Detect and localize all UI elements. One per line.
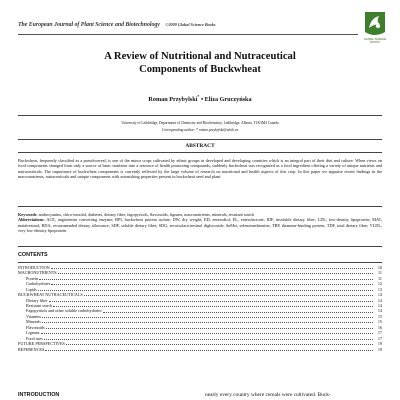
author-line bbox=[20, 94, 380, 103]
toc-entry-title: Lignans bbox=[26, 330, 40, 336]
toc-entry-title: BUCKWHEAT NUTRACEUTICALS bbox=[18, 292, 83, 298]
toc-leader bbox=[44, 339, 373, 340]
corresponding-mark: * bbox=[197, 94, 200, 99]
keywords-text: : anthocyanins, chiro-inositol, diabetes, dietary fiber, fagopyritols, flavonoids, lignans, macronutrients, minerals, resistant starch bbox=[36, 212, 255, 217]
toc-entry-title: Lipids bbox=[26, 286, 37, 292]
toc-entry-page: 14 bbox=[377, 308, 382, 314]
toc-entry-title: Carbohydrates bbox=[26, 281, 51, 287]
toc-entry-title: Fagopyritols and other soluble carbohydrates bbox=[26, 308, 102, 314]
paper-title bbox=[20, 50, 380, 76]
divider bbox=[18, 139, 382, 140]
toc-entry-title: Food uses bbox=[26, 335, 43, 341]
toc-leader bbox=[58, 273, 373, 274]
author-name: Roman Przybylski bbox=[148, 96, 198, 104]
journal-header bbox=[18, 22, 216, 28]
toc-entry-page: 10 bbox=[377, 264, 382, 270]
section-heading-introduction: INTRODUCTION bbox=[18, 392, 60, 398]
toc-entry-page: 14 bbox=[377, 303, 382, 309]
toc-leader bbox=[39, 279, 373, 280]
toc-entry-title: Minerals bbox=[26, 319, 41, 325]
toc-entry-title: MACRONUTRIENTS bbox=[18, 270, 57, 276]
body-text: nearly every country where cereals were cultivated. Buck- bbox=[205, 392, 331, 398]
publisher-logo-text: GLOBAL SCIENCE BOOKS bbox=[363, 38, 387, 44]
toc-leader bbox=[84, 295, 373, 296]
keywords-label: Keywords bbox=[18, 212, 37, 217]
toc-entry-page: 15 bbox=[377, 313, 382, 319]
abstract-text: Buckwheat, frequently classified as a pseudocereal, is one of the minor crops cultivated by ethnic groups in developed and developing countries which is an integral part of their diet and culture. When views on food components changed from only a source of basic nutrients into a resource of health promoting compounds, suddenly buckwheat was recognized as a food ingredient offering a variety of unique nutrients and nutraceuticals. The importance of buckwheat components is currently reflected by the large volume of research on nutritional and health aspects of this crop. In this paper we appraise recent findings in the macronutrients, nutraceuticals and unique components with astonishing properties present in buckwheat seed and plant. bbox=[18, 158, 382, 179]
toc-entry-title: REFERENCES bbox=[18, 346, 45, 352]
header-rule bbox=[18, 34, 358, 35]
toc-leader bbox=[51, 268, 373, 269]
toc-leader bbox=[103, 312, 373, 313]
toc-entry-page: 15 bbox=[377, 319, 382, 325]
toc-entry-page: 14 bbox=[377, 297, 382, 303]
toc-entry-title: FUTURE PERSPECTIVES bbox=[18, 341, 65, 347]
toc-entry-page: 14 bbox=[377, 292, 382, 298]
divider bbox=[18, 115, 382, 116]
toc-entry-page: 17 bbox=[377, 335, 382, 341]
toc-entry-title: Vitamins bbox=[26, 313, 42, 319]
divider bbox=[18, 246, 382, 247]
toc-leader bbox=[42, 317, 373, 318]
toc-entry-page: 11 bbox=[377, 270, 382, 276]
keywords-block bbox=[18, 212, 382, 233]
toc-leader bbox=[66, 344, 373, 345]
toc-entry-title: INTRODUCTION bbox=[18, 264, 50, 270]
toc-leader bbox=[41, 333, 374, 334]
divider bbox=[18, 152, 382, 153]
divider bbox=[18, 206, 382, 207]
toc-leader bbox=[38, 290, 373, 291]
author-separator: • bbox=[199, 96, 205, 104]
toc-leader bbox=[42, 322, 373, 323]
divider bbox=[18, 262, 382, 263]
toc-entry-page: 13 bbox=[377, 286, 382, 292]
author-name: Eliza Gruczyńska bbox=[204, 96, 252, 104]
toc-entry-title: Protein bbox=[26, 275, 39, 281]
toc-entry-page: 12 bbox=[377, 281, 382, 287]
toc-entry-page: 16 bbox=[377, 324, 382, 330]
journal-copyright: ©2009 Global Science Books bbox=[165, 22, 216, 27]
toc-entry-page: 19 bbox=[377, 346, 382, 352]
journal-name: The European Journal of Plant Science and Biotechnology bbox=[18, 22, 160, 28]
toc-entry-title: Flavonoids bbox=[26, 324, 45, 330]
title-line-2: Components of Buckwheat bbox=[139, 64, 261, 75]
corresponding-author bbox=[20, 128, 380, 132]
affiliation: University of Lethbridge, Department of Chemistry and Biochemistry, Lethbridge, Alberta, T1K3M4 Canada bbox=[121, 121, 279, 125]
toc-leader bbox=[46, 328, 373, 329]
corresponding-label: Corresponding author bbox=[161, 128, 194, 132]
toc-leader bbox=[51, 284, 373, 285]
toc-entry-title: Resistant starch bbox=[26, 303, 53, 309]
toc-leader bbox=[49, 301, 373, 302]
toc-leader bbox=[53, 306, 373, 307]
abbreviations-label: Abbreviations bbox=[18, 217, 44, 223]
corresponding-email: : * roman.przybylski@uleth.ca bbox=[193, 128, 239, 132]
contents-heading: CONTENTS bbox=[18, 252, 48, 258]
toc-entry-page: 11 bbox=[377, 275, 382, 281]
toc-entry[interactable] bbox=[18, 347, 382, 352]
toc-entry-page: 19 bbox=[377, 341, 382, 347]
toc-leader bbox=[45, 350, 373, 351]
abstract-heading: ABSTRACT bbox=[185, 143, 215, 149]
abbreviations-text: : ACE, angiotensin converting enzyme; BPI, buckwheat protein isolate; DW, dry weight; ED, enterodiol; EL, enterolactone; IDF, insoluble dietary fiber; LDL, low-density lipoprotein; MAT, matairesinol; RDA, recommended dietary allowance; SDF, soluble dietary fiber; SDG, secoisolariciresinol diglucoside; SeMet, selenomethionine; TBP, thiamine-binding protein; TDF, total dietary fibre; VLDL, very low-density lipoprotein bbox=[18, 217, 382, 233]
toc-entry-title: Dietary fiber bbox=[26, 297, 48, 303]
title-line-1: A Review of Nutritional and Nutraceutical bbox=[104, 51, 296, 62]
table-of-contents bbox=[18, 265, 382, 352]
toc-entry-page: 17 bbox=[377, 330, 382, 336]
